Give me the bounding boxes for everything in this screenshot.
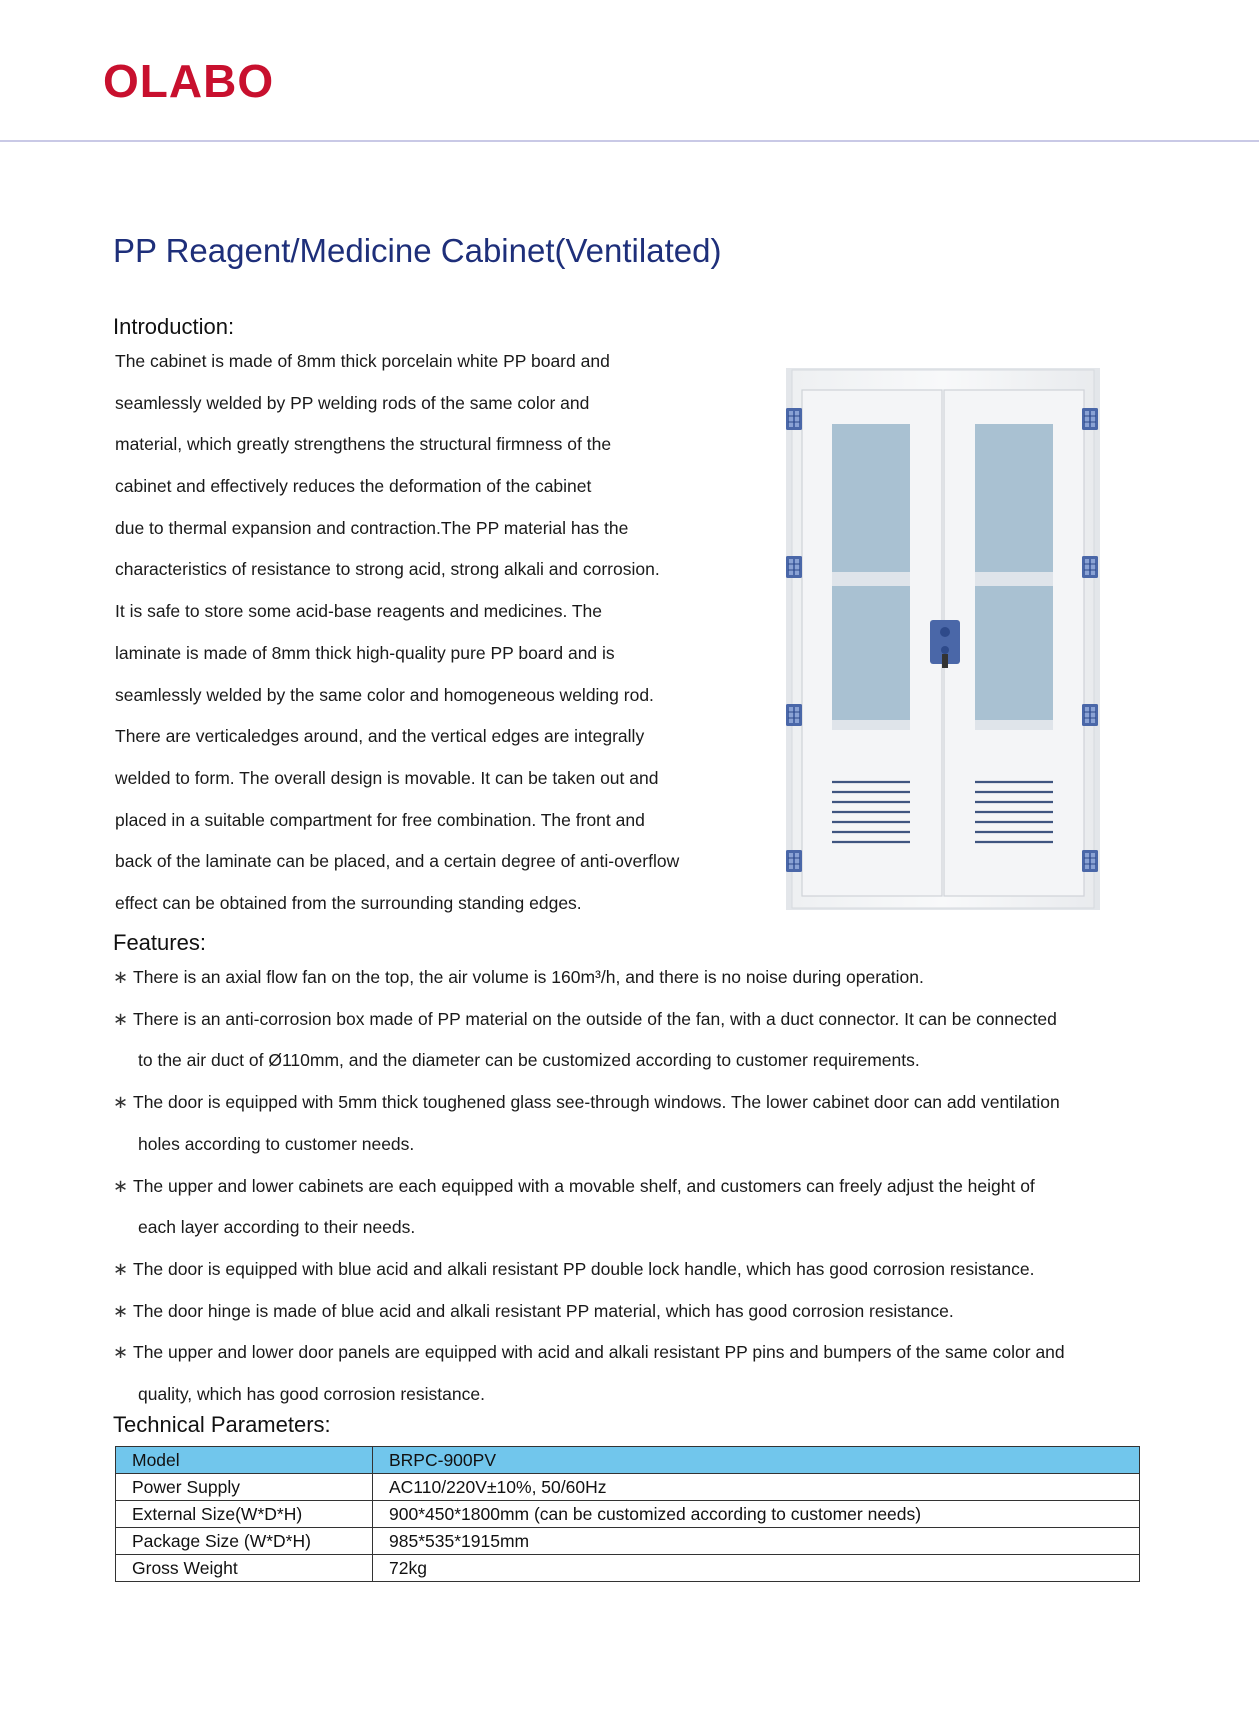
intro-line: due to thermal expansion and contraction.The PP material has the [115,517,629,538]
table-row [116,1501,1140,1528]
intro-line: placed in a suitable compartment for free combination. The front and [115,809,645,830]
intro-line: effect can be obtained from the surrounding standing edges. [115,892,582,913]
intro-line: seamlessly welded by the same color and homogeneous welding rod. [115,684,654,705]
features-list [113,957,1153,1416]
table-cell-value: 72kg [373,1555,1140,1582]
intro-line: material, which greatly strengthens the structural firmness of the [115,434,612,455]
feature-item [113,1249,1153,1291]
table-cell-value: BRPC-900PV [373,1447,1140,1474]
intro-line: back of the laminate can be placed, and a certain degree of anti-overflow [115,851,680,872]
table-cell-label: Package Size (W*D*H) [116,1528,373,1555]
table-cell-label: Model [116,1447,373,1474]
feature-text: The upper and lower cabinets are each equipped with a movable shelf, and customers can freely adjust the height of [133,1175,1035,1196]
technical-parameters-table [115,1446,1140,1582]
feature-item [113,1332,1153,1415]
table-row [116,1528,1140,1555]
intro-line: laminate is made of 8mm thick high-quality pure PP board and is [115,642,615,663]
table-cell-value: AC110/220V±10%, 50/60Hz [373,1474,1140,1501]
feature-text: There is an anti-corrosion box made of PP material on the outside of the fan, with a duct connector. It can be connected [133,1008,1057,1029]
brand-logo: OLABO [103,55,275,107]
bullet-icon: ∗ [113,1300,129,1321]
bullet-icon: ∗ [113,967,129,987]
table-cell-label: Power Supply [116,1474,373,1501]
table-cell-label: Gross Weight [116,1555,373,1582]
feature-text: The door is equipped with blue acid and alkali resistant PP double lock handle, which has good corrosion resistance. [133,1258,1035,1279]
feature-item [113,999,1153,1082]
feature-text: The door hinge is made of blue acid and alkali resistant PP material, which has good corrosion resistance. [133,1300,954,1321]
table-cell-value: 985*535*1915mm [373,1528,1140,1555]
technical-parameters-heading: Technical Parameters: [113,1412,331,1437]
bullet-icon: ∗ [113,1092,129,1113]
page-title: PP Reagent/Medicine Cabinet(Ventilated) [113,232,722,269]
features-heading: Features: [113,930,206,955]
feature-text: The upper and lower door panels are equipped with acid and alkali resistant PP pins and bumpers of the same color and [133,1342,1065,1363]
intro-line: welded to form. The overall design is movable. It can be taken out and [115,767,659,788]
feature-item [113,1166,1153,1249]
table-cell-value: 900*450*1800mm (can be customized according to customer needs) [373,1501,1140,1528]
bullet-icon: ∗ [113,1175,129,1196]
introduction-text [115,348,735,932]
intro-line: cabinet and effectively reduces the deformation of the cabinet [115,476,592,497]
table-row [116,1474,1140,1501]
intro-line: There are verticaledges around, and the vertical edges are integrally [115,726,645,747]
feature-item [113,1082,1153,1165]
table-cell-label: External Size(W*D*H) [116,1501,373,1528]
feature-text-continued: each layer according to their needs. [138,1217,416,1238]
feature-item [113,1291,1153,1333]
table-header-row [116,1447,1140,1474]
feature-text-continued: quality, which has good corrosion resistance. [138,1384,485,1405]
introduction-heading: Introduction: [113,314,235,339]
bullet-icon: ∗ [113,1342,129,1363]
feature-text-continued: holes according to customer needs. [138,1133,415,1154]
feature-text-continued: to the air duct of Ø110mm, and the diameter can be customized according to customer requirements. [138,1050,920,1071]
table-row [116,1555,1140,1582]
intro-line: characteristics of resistance to strong acid, strong alkali and corrosion. [115,559,660,580]
cabinet-icon [782,366,1102,911]
header-divider [0,140,1259,142]
intro-line: The cabinet is made of 8mm thick porcelain white PP board and [115,351,610,371]
bullet-icon: ∗ [113,1008,129,1029]
feature-text: The door is equipped with 5mm thick toughened glass see-through windows. The lower cabinet door can add ventilation [133,1092,1060,1113]
bullet-icon: ∗ [113,1258,129,1279]
intro-line: It is safe to store some acid-base reagents and medicines. The [115,601,603,622]
feature-text: There is an axial flow fan on the top, the air volume is 160m³/h, and there is no noise during operation. [133,967,924,987]
feature-item [113,957,1153,999]
intro-line: seamlessly welded by PP welding rods of the same color and [115,392,590,413]
